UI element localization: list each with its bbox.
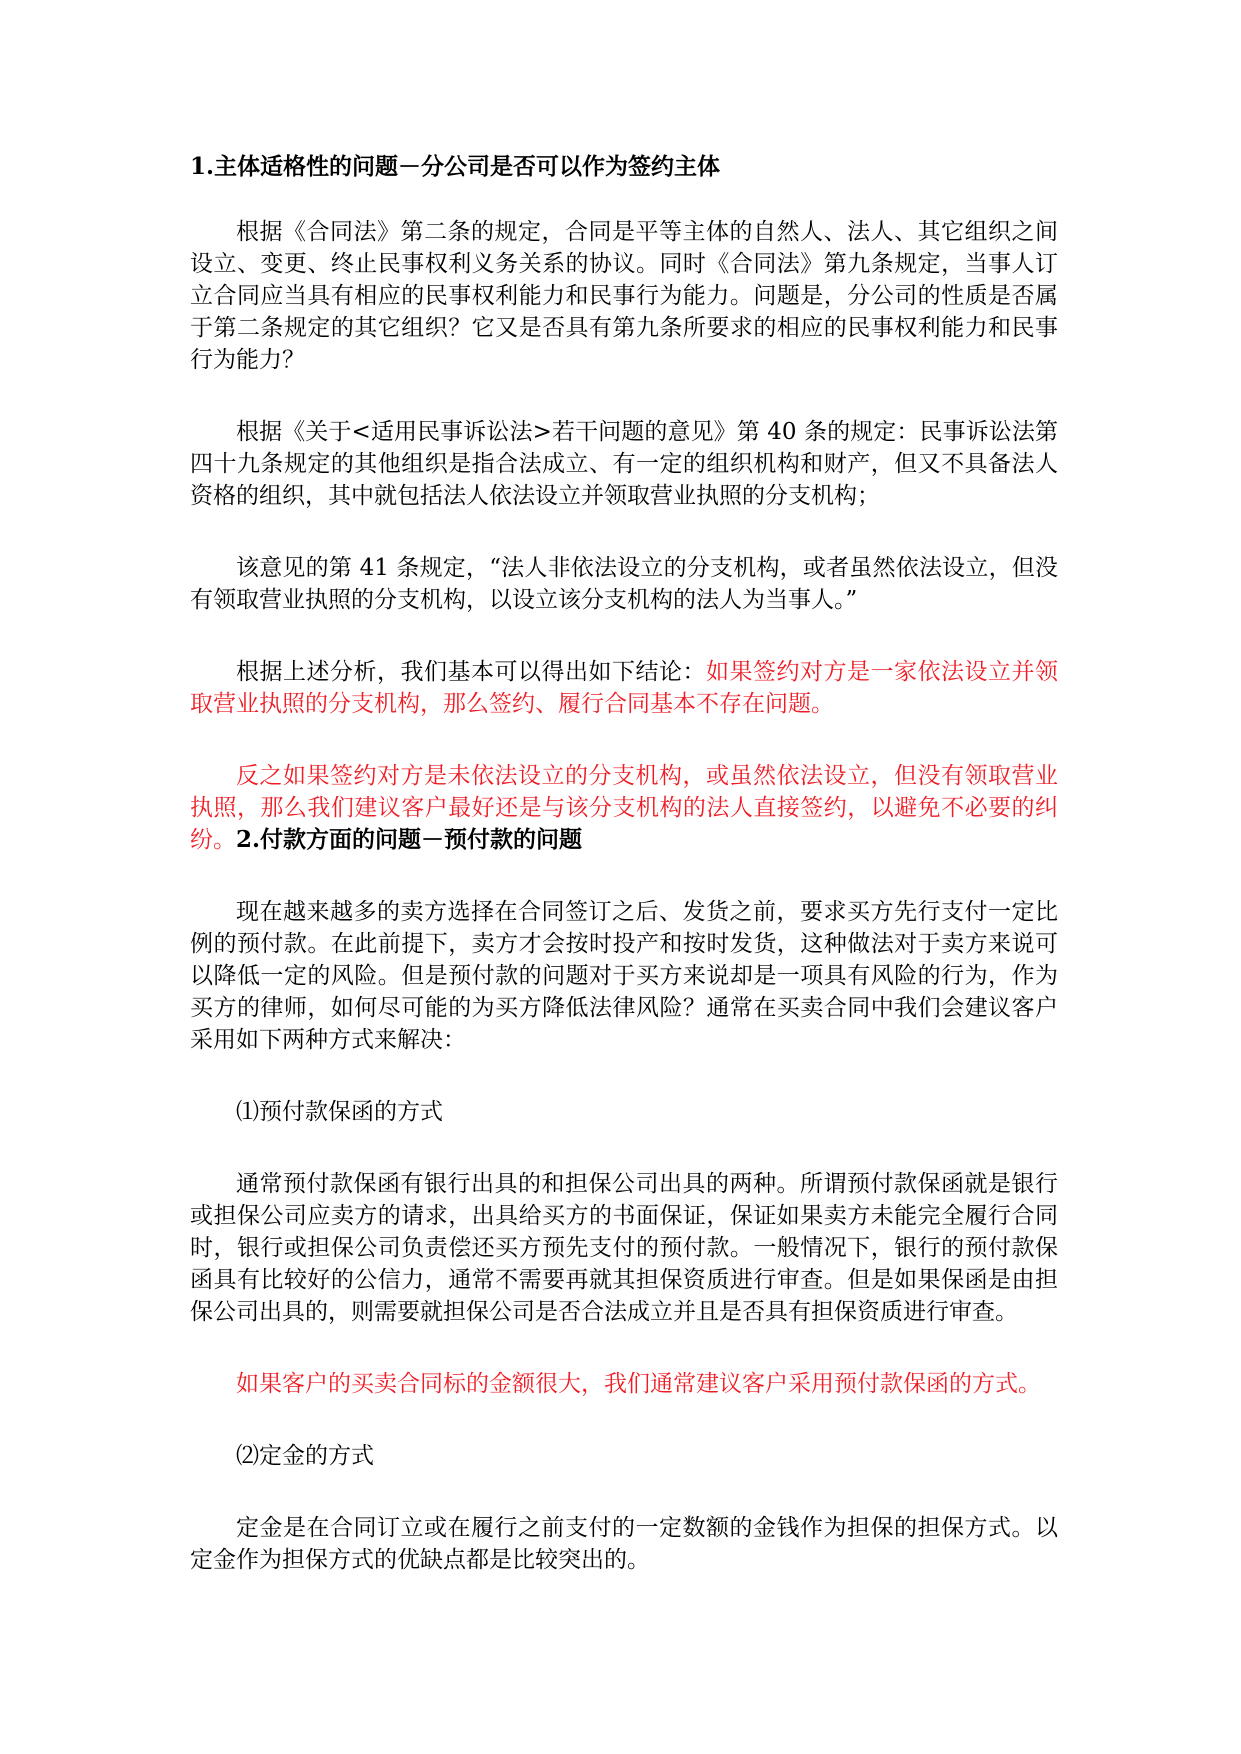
paragraph-opinion-article-40: 根据《关于<适用民事诉讼法>若干问题的意见》第 40 条的规定：民事诉讼法第四十九条规定的其他组织是指合法成立、有一定的组织机构和财产，但又不具备法人资格的组织，其中就包括法人依法设立并领取营业执照的分支机构； (190, 419, 1058, 509)
advice-highlight: 反之如果签约对方是未依法设立的分支机构，或虽然依法设立，但没有领取营业执照，那么我们建议客户最好还是与该分支机构的法人直接签约，以避免不必要的纠纷。 (190, 763, 1058, 853)
conclusion-highlight: 如果签约对方是一家依法设立并领取营业执照的分支机构，那么签约、履行合同基本不存在问题。 (190, 659, 1058, 717)
conclusion-intro: 根据上述分析，我们基本可以得出如下结论： (236, 659, 706, 685)
subheading-deposit: ⑵定金的方式 (236, 1443, 374, 1469)
paragraph-opinion-article-41: 该意见的第 41 条规定，“法人非依法设立的分支机构，或者虽然依法设立，但没有领取营业执照的分支机构，以设立该分支机构的法人为当事人。” (190, 555, 1058, 613)
document-page (190, 145, 1058, 1576)
paragraph-deposit: 定金是在合同订立或在履行之前支付的一定数额的金钱作为担保的担保方式。以定金作为担保方式的优缺点都是比较突出的。 (190, 1515, 1058, 1573)
section-heading-1: 1.主体适格性的问题－分公司是否可以作为签约主体 (190, 153, 721, 180)
paragraph-advice (190, 760, 1058, 856)
paragraph-contract-law: 根据《合同法》第二条的规定，合同是平等主体的自然人、法人、其它组织之间设立、变更、终止民事权利义务关系的协议。同时《合同法》第九条规定，当事人订立合同应当具有相应的民事权利能力和民事行为能力。问题是，分公司的性质是否属于第二条规定的其它组织？它又是否具有第九条所要求的相应的民事权利能力和民事行为能力？ (190, 219, 1058, 373)
paragraph-guarantee: 通常预付款保函有银行出具的和担保公司出具的两种。所谓预付款保函就是银行或担保公司应卖方的请求，出具给买方的书面保证，保证如果卖方未能完全履行合同时，银行或担保公司负责偿还买方预先支付的预付款。一般情况下，银行的预付款保函具有比较好的公信力，通常不需要再就其担保资质进行审查。但是如果保函是由担保公司出具的，则需要就担保公司是否合法成立并且是否具有担保资质进行审查。 (190, 1171, 1058, 1325)
paragraph-prepayment: 现在越来越多的卖方选择在合同签订之后、发货之前，要求买方先行支付一定比例的预付款。在此前提下，卖方才会按时投产和按时发货，这种做法对于卖方来说可以降低一定的风险。但是预付款的问题对于买方来说却是一项具有风险的行为，作为买方的律师，如何尽可能的为买方降低法律风险？通常在买卖合同中我们会建议客户采用如下两种方式来解决： (190, 899, 1058, 1053)
section-heading-2: 2.付款方面的问题－预付款的问题 (236, 826, 583, 853)
subheading-guarantee: ⑴预付款保函的方式 (236, 1099, 443, 1125)
paragraph-conclusion (190, 656, 1058, 720)
paragraph-guarantee-advice: 如果客户的买卖合同标的金额很大，我们通常建议客户采用预付款保函的方式。 (236, 1371, 1041, 1397)
